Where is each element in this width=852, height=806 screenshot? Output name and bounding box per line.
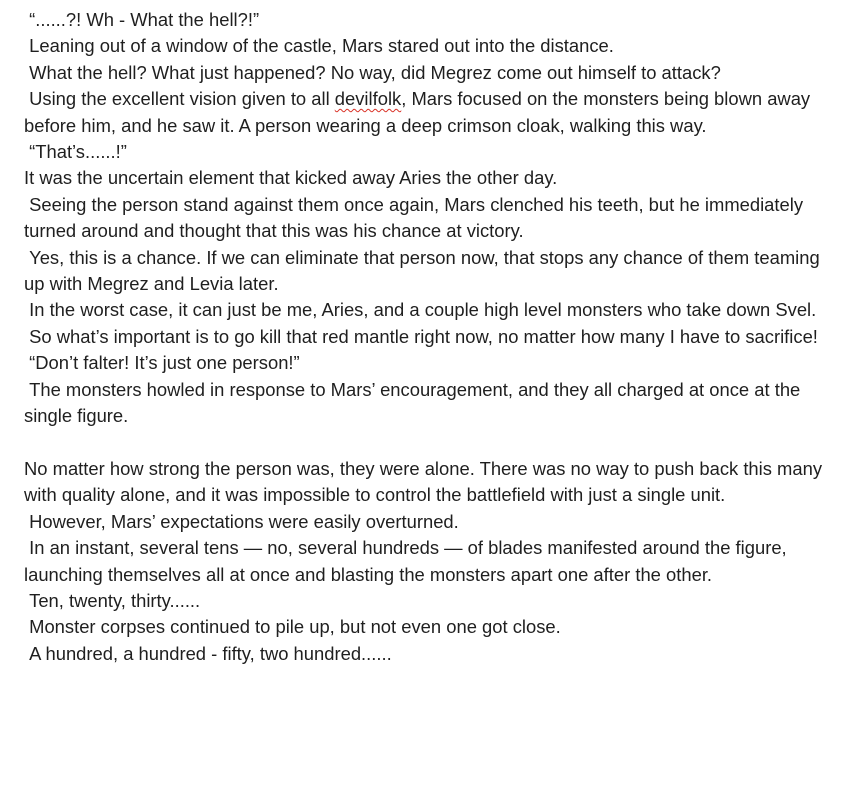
text-run: Leaning out of a window of the castle, Mars stared out into the distance. — [24, 35, 614, 57]
text-run: Using the excellent vision given to all — [24, 88, 335, 110]
text-run: However, Mars’ expectations were easily overturned. — [24, 510, 459, 532]
paragraph — [24, 86, 824, 139]
paragraph — [24, 60, 824, 86]
text-run: “Don’t falter! It’s just one person!” — [24, 352, 300, 374]
text-run: Seeing the person stand against them once again, Mars clenched his teeth, but he immediately turned around and thought that this was his chance at victory. — [24, 193, 809, 242]
text-run: Yes, this is a chance. If we can eliminate that person now, that stops any chance of them teaming up with Megrez and Levia later. — [24, 246, 825, 295]
text-run: The monsters howled in response to Mars’ encouragement, and they all charged at once at the single figure. — [24, 378, 806, 427]
paragraph — [24, 377, 824, 430]
paragraph — [24, 509, 824, 535]
paragraph — [24, 7, 824, 33]
paragraph — [24, 614, 824, 640]
document-body[interactable] — [24, 7, 828, 667]
misspelled-word[interactable]: devilfolk — [334, 88, 402, 110]
text-run: What the hell? What just happened? No way, did Megrez come out himself to attack? — [24, 61, 721, 83]
text-run: “......?! Wh - What the hell?!” — [24, 9, 260, 30]
text-run: , Mars focused on the monsters being blown away before him, and he saw it. A person wearing a deep crimson cloak, walking this way. — [24, 88, 816, 136]
paragraph — [24, 324, 824, 350]
paragraph — [24, 588, 824, 614]
paragraph — [24, 535, 824, 588]
text-run: No matter how strong the person was, they were alone. There was no way to push back this many with quality alone, and it was impossible to control the battlefield with just a single unit. — [24, 457, 828, 506]
paragraph — [24, 350, 824, 376]
paragraph — [24, 245, 824, 298]
text-run: Ten, twenty, thirty...... — [24, 589, 201, 611]
paragraph — [24, 297, 824, 323]
paragraph — [24, 192, 824, 245]
paragraph — [24, 139, 824, 165]
paragraph — [24, 165, 824, 191]
text-run: “That’s......!” — [24, 141, 127, 163]
paragraph — [24, 641, 824, 667]
paragraph — [24, 456, 828, 509]
text-run: In an instant, several tens — no, several hundreds — of blades manifested around the figure, launching themselves all at once and blasting the monsters apart one after the other. — [24, 537, 792, 585]
text-run: Monster corpses continued to pile up, but not even one got close. — [24, 616, 561, 638]
text-run: So what’s important is to go kill that red mantle right now, no matter how many I have to sacrifice! — [24, 325, 818, 347]
blank-paragraph — [24, 430, 824, 456]
text-run: A hundred, a hundred - fifty, two hundred...... — [24, 642, 392, 664]
text-run: In the worst case, it can just be me, Aries, and a couple high level monsters who take down Svel. — [24, 299, 817, 321]
paragraph — [24, 33, 824, 59]
text-run: It was the uncertain element that kicked away Aries the other day. — [24, 167, 558, 189]
